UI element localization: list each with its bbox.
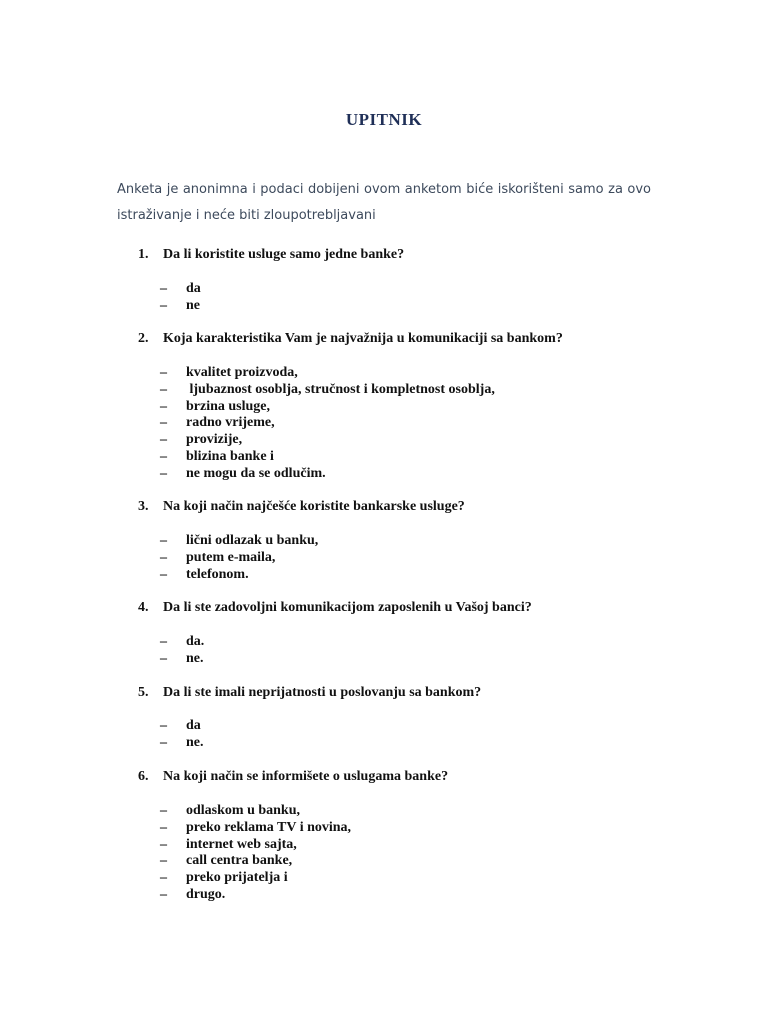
question-3-options [160, 533, 318, 583]
question-5 [138, 685, 698, 701]
list-item [160, 432, 495, 449]
question-4-options [160, 634, 204, 668]
option-label: odlaskom u banku, [186, 803, 301, 818]
dash-bullet: – [160, 297, 167, 313]
dash-bullet: – [160, 819, 167, 835]
dash-bullet: – [160, 448, 167, 464]
option-label: internet web sajta, [186, 836, 297, 852]
option-label: ljubaznost osoblja, stručnost i kompletnost osoblja, [186, 381, 495, 397]
dash-bullet: – [160, 415, 167, 431]
dash-bullet: – [160, 465, 167, 481]
option-label: call centra banke, [186, 853, 293, 869]
option-label: brzina usluge, [186, 398, 271, 414]
question-text: Da li koristite usluge samo jedne banke? [163, 247, 405, 262]
question-number: 1. [138, 247, 149, 262]
option-label: drugo. [186, 886, 226, 902]
question-text: Koja karakteristika Vam je najvažnija u komunikaciji sa bankom? [163, 331, 563, 346]
dash-bullet: – [160, 281, 167, 296]
dash-bullet: – [160, 650, 167, 666]
dash-bullet: – [160, 870, 167, 886]
question-4 [138, 600, 698, 616]
question-1 [138, 247, 698, 263]
list-item [160, 735, 204, 752]
list-item [160, 567, 318, 584]
question-5-options [160, 718, 204, 752]
question-text: Na koji način najčešće koristite bankarske usluge? [163, 499, 465, 514]
option-label: kvalitet proizvoda, [186, 365, 298, 380]
option-label: ne mogu da se odlučim. [186, 465, 326, 481]
dash-bullet: – [160, 398, 167, 414]
option-label: preko reklama TV i novina, [186, 819, 352, 835]
dash-bullet: – [160, 549, 167, 565]
dash-bullet: – [160, 886, 167, 902]
list-item [160, 466, 495, 483]
question-text: Da li ste zadovoljni komunikacijom zaposlenih u Vašoj banci? [163, 600, 532, 615]
question-number: 6. [138, 769, 149, 784]
dash-bullet: – [160, 634, 167, 649]
dash-bullet: – [160, 533, 167, 548]
option-label: putem e-maila, [186, 549, 276, 565]
dash-bullet: – [160, 853, 167, 869]
option-label: da. [186, 634, 205, 649]
list-item [160, 651, 204, 668]
list-item [160, 820, 351, 837]
list-item [160, 887, 351, 904]
list-item [160, 718, 204, 735]
option-label: da [186, 718, 201, 733]
dash-bullet: – [160, 718, 167, 733]
dash-bullet: – [160, 365, 167, 380]
option-label: provizije, [186, 432, 243, 448]
option-label: telefonom. [186, 566, 249, 582]
list-item [160, 399, 495, 416]
list-item [160, 803, 351, 820]
question-3 [138, 499, 698, 515]
list-item [160, 365, 495, 382]
intro-line-1: Anketa je anonimna i podaci dobijeni ovom anketom biće iskorišteni samo za ovo [117, 182, 651, 197]
question-number: 3. [138, 499, 149, 514]
option-label: blizina banke i [186, 448, 274, 464]
dash-bullet: – [160, 566, 167, 582]
question-number: 4. [138, 600, 149, 615]
option-label: ne. [186, 734, 204, 750]
dash-bullet: – [160, 381, 167, 397]
page-title: UPITNIK [345, 110, 423, 129]
list-item [160, 415, 495, 432]
question-6-options [160, 803, 351, 904]
list-item [160, 634, 204, 651]
dash-bullet: – [160, 836, 167, 852]
list-item [160, 870, 351, 887]
question-text: Na koji način se informišete o uslugama banke? [163, 769, 449, 784]
question-number: 5. [138, 685, 149, 700]
option-label: lični odlazak u banku, [186, 533, 319, 548]
question-1-options [160, 281, 201, 315]
list-item [160, 837, 351, 854]
list-item [160, 298, 201, 315]
question-2-options [160, 365, 495, 483]
list-item [160, 550, 318, 567]
list-item [160, 853, 351, 870]
option-label: da [186, 281, 201, 296]
intro-paragraph [117, 177, 651, 229]
option-label: ne [186, 297, 200, 313]
question-number: 2. [138, 331, 149, 346]
dash-bullet: – [160, 432, 167, 448]
intro-line-2: istraživanje i neće biti zloupotrebljavani [117, 208, 376, 223]
option-label: radno vrijeme, [186, 415, 275, 431]
dash-bullet: – [160, 803, 167, 818]
question-2 [138, 331, 698, 347]
question-6 [138, 769, 698, 785]
question-text: Da li ste imali neprijatnosti u poslovanju sa bankom? [163, 685, 482, 700]
dash-bullet: – [160, 734, 167, 750]
list-item [160, 533, 318, 550]
list-item [160, 281, 201, 298]
option-label: preko prijatelja i [186, 870, 288, 886]
list-item [160, 449, 495, 466]
list-item [160, 382, 495, 399]
option-label: ne. [186, 650, 204, 666]
